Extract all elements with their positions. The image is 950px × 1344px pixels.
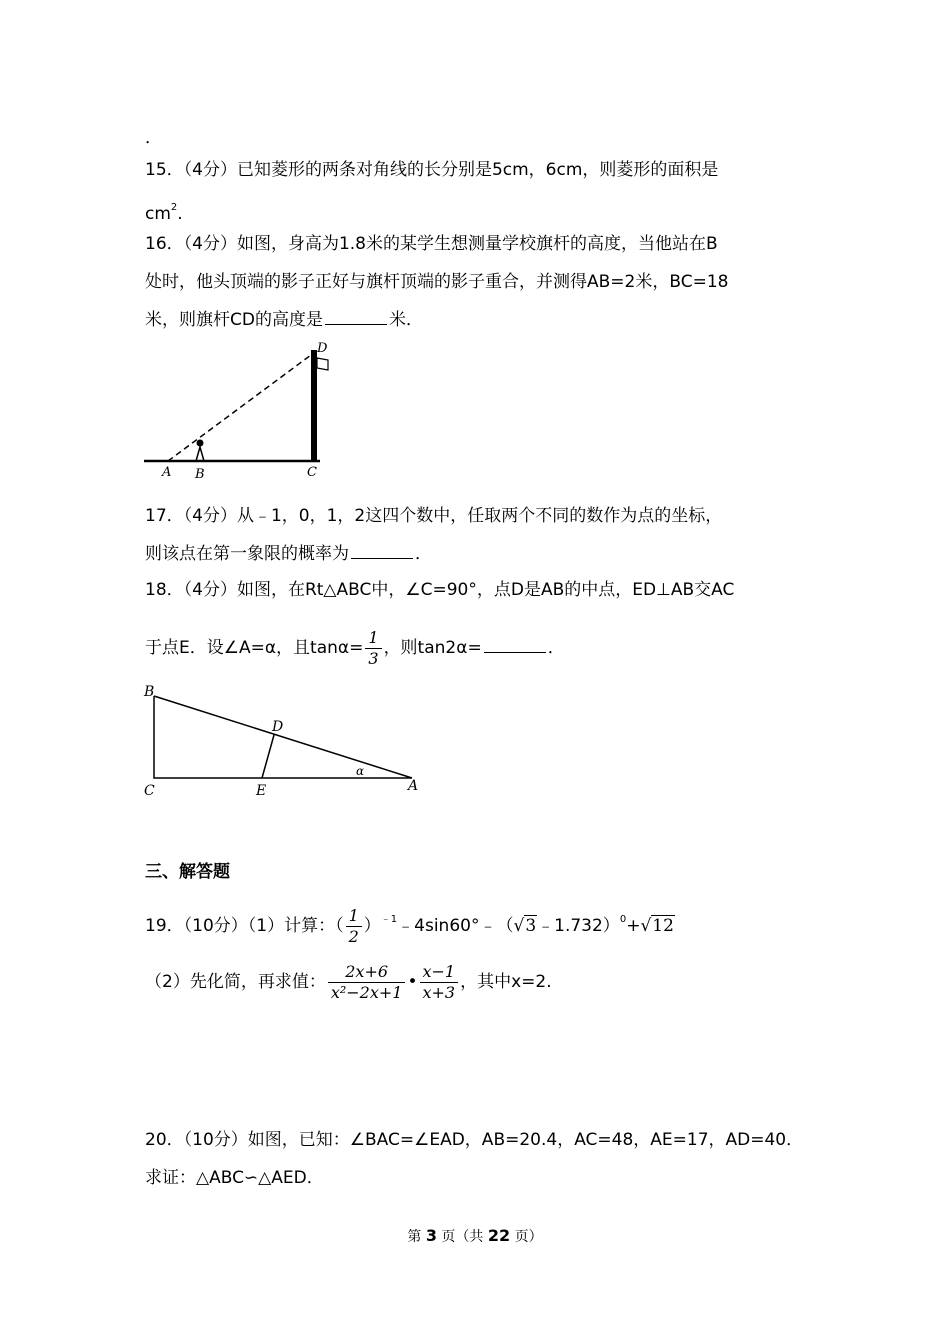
q17-line2-a: 则该点在第一象限的概率为 (145, 544, 349, 564)
page-footer: 第 3 页（共 22 页） (407, 1226, 543, 1245)
q19-f1-den: x²−2x+1 (328, 982, 406, 1003)
q18-label-A: A (408, 778, 419, 794)
q19-frac-num: 1 (348, 905, 359, 925)
q19-fraction (346, 906, 362, 947)
q16-label-C: C (307, 465, 317, 480)
q18-figure (140, 682, 430, 802)
q16-line3 (145, 308, 423, 332)
q15-line2 (145, 196, 183, 226)
q18-triangle (154, 696, 412, 778)
q19-p1-c: ﹣4sin60°﹣（ (397, 916, 514, 936)
q16-flagpole (311, 350, 317, 461)
q18-label-D: D (272, 719, 284, 735)
q19-fraction2 (420, 962, 459, 1003)
q16-figure (140, 340, 340, 482)
q19-fraction1 (328, 962, 406, 1003)
q18-frac-den: 3 (365, 648, 381, 669)
q19-exp-neg1: ﹣1 (380, 914, 398, 925)
q19-p1-b: ） (363, 916, 381, 936)
q18-line1: 18．（4分）如图，在Rt△ABC中，∠C=90°，点D是AB的中点，ED⊥AB交AC (145, 580, 735, 600)
q19-p2-a: （2）先化简，再求值： (145, 972, 326, 992)
q19-dot: • (407, 972, 418, 992)
q18-segment-ED (262, 735, 274, 778)
q19-plus: + (626, 916, 641, 936)
q20-line1: 20．（10分）如图，已知：∠BAC=∠EAD，AB=20.4，AC=48，AE=17，AD=40． (145, 1130, 804, 1150)
section-title: 三、解答题 (145, 862, 230, 882)
lead-dot: ． (145, 128, 162, 148)
q19-frac-den: 2 (346, 926, 362, 947)
q19-f2-num: x−1 (422, 961, 456, 981)
q19-exp-0: 0 (619, 914, 627, 925)
q18-fraction (365, 628, 381, 669)
q16-label-A: A (162, 465, 172, 480)
q19-sqrt12: √12 (640, 916, 674, 936)
q18-label-alpha: α (356, 764, 365, 778)
q17-line2 (145, 542, 432, 566)
q16-line2: 处时，他头顶端的影子正好与旗杆顶端的影子重合，并测得AB=2米，BC=18 (145, 272, 729, 292)
q18-line2-a: 于点E．设∠A=α，且tanα= (145, 638, 364, 658)
footer-page-number: 3 (425, 1226, 437, 1245)
q19-part2 (145, 958, 552, 1006)
q15-end: . (177, 204, 183, 224)
q19-p2-b: ，其中x=2. (460, 972, 552, 992)
q16-shadow-line (168, 352, 315, 461)
q16-student-body (196, 447, 204, 461)
q15-sup: 2 (170, 202, 178, 213)
q16-line3-b: 米． (388, 310, 423, 330)
q20-line2: 求证：△ABC∽△AED． (145, 1168, 324, 1188)
q19-f2-den: x+3 (420, 982, 459, 1003)
q18-label-E: E (256, 783, 267, 799)
q16-line1: 16．（4分）如图，身高为1.8米的某学生想测量学校旗杆的高度，当他站在B (145, 234, 718, 254)
q19-sqrt3: √3 (513, 916, 537, 936)
q16-flag (317, 358, 328, 370)
q16-label-D: D (317, 341, 328, 356)
q16-line3-a: 米，则旗杆CD的高度是 (145, 310, 323, 330)
q17-line1: 17．（4分）从﹣1，0，1，2这四个数中，任取两个不同的数作为点的坐标， (145, 506, 723, 526)
q16-answer-blank (325, 310, 387, 325)
q18-line2-c: ． (547, 638, 565, 658)
q18-answer-blank (484, 638, 546, 653)
q18-line2 (145, 626, 565, 670)
q15-line1: 15．（4分）已知菱形的两条对角线的长分别是5cm，6cm，则菱形的面积是 (145, 160, 719, 180)
q19-part1 (145, 898, 675, 948)
q18-label-C: C (144, 783, 155, 799)
q19-p1-a: 19．（10分）（1）计算：（ (145, 916, 344, 936)
footer-total-pages: 22 (487, 1226, 511, 1245)
q19-p1-d: ﹣1.732） (537, 916, 620, 936)
q18-frac-num: 1 (368, 627, 379, 647)
q16-label-B: B (195, 467, 205, 482)
q17-answer-blank (351, 544, 413, 559)
q17-line2-b: ． (415, 544, 432, 564)
q15-unit: cm (145, 204, 171, 224)
q18-line2-b: ，则tan2α= (383, 638, 482, 658)
q18-label-B: B (144, 684, 155, 700)
q19-f1-num: 2x+6 (345, 961, 389, 981)
